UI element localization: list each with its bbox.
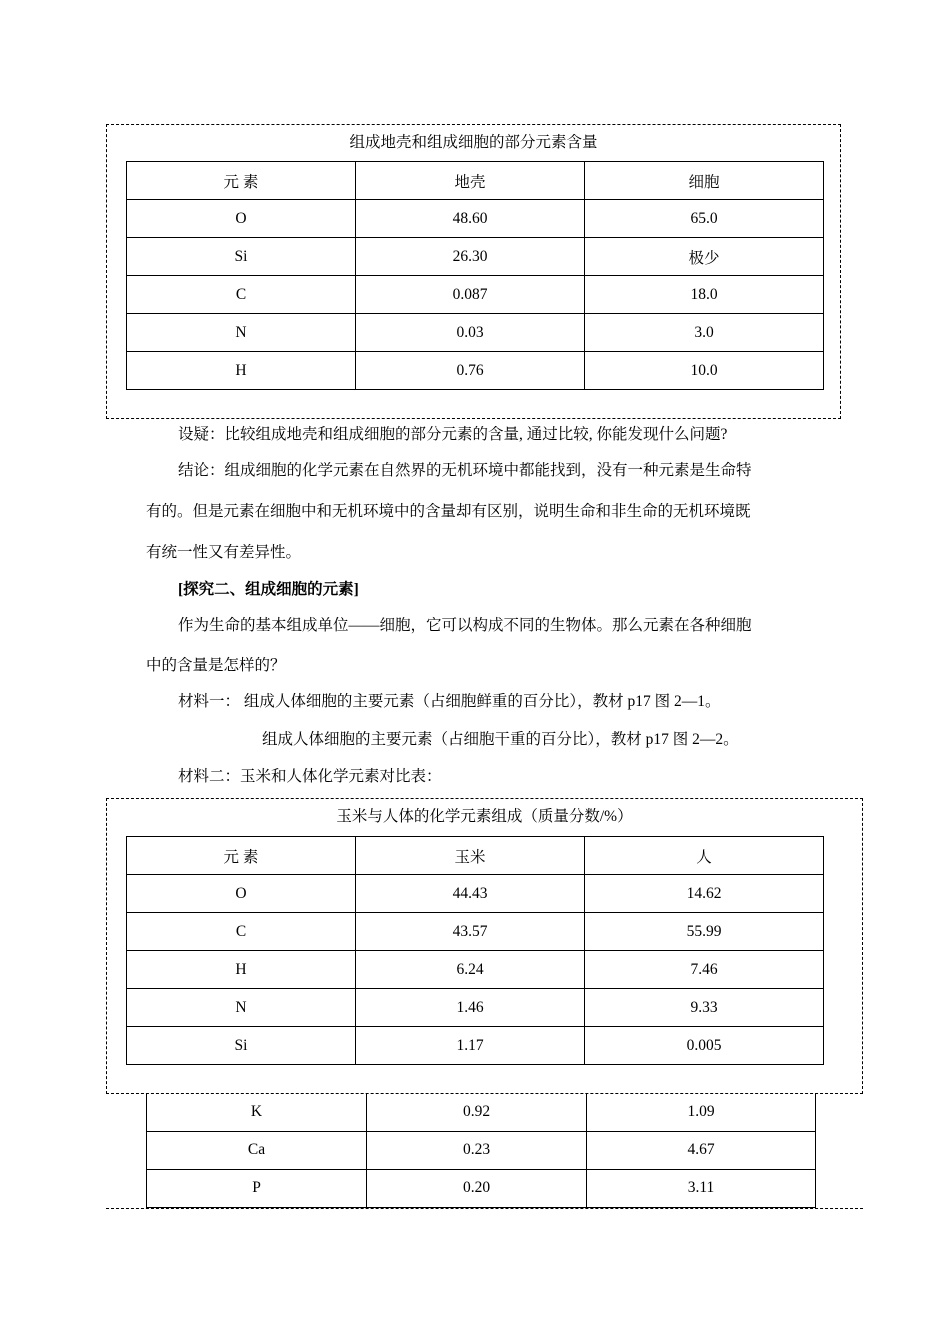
question-text: 设疑：比较组成地壳和组成细胞的部分元素的含量, 通过比较, 你能发现什么问题? (178, 426, 728, 443)
table-cell: K (147, 1093, 367, 1131)
table-cell: 1.09 (587, 1093, 816, 1131)
table-row (127, 1027, 824, 1065)
table-cell: 7.46 (585, 951, 824, 989)
table-cell: 18.0 (585, 276, 824, 314)
table-cell: 0.005 (585, 1027, 824, 1065)
table-cell: 55.99 (585, 913, 824, 951)
table3 (146, 1093, 816, 1208)
table-cell: C (127, 913, 356, 951)
table-row (147, 1093, 816, 1131)
table1-header-cell: 元 素 (127, 162, 356, 200)
conclusion-line-2: 有的。但是元素在细胞中和无机环境中的含量却有区别，说明生命和非生命的无机环境既 (146, 503, 751, 520)
table-cell: C (127, 276, 356, 314)
table-row (147, 1131, 816, 1169)
table2-header-row (127, 837, 824, 875)
table-cell: 0.92 (367, 1093, 587, 1131)
table-row (127, 200, 824, 238)
material2-line: 材料二：玉米和人体化学元素对比表： (178, 768, 442, 785)
table-cell: 0.20 (367, 1169, 587, 1207)
table-cell: H (127, 951, 356, 989)
table-cell: 48.60 (356, 200, 585, 238)
table-cell: P (147, 1169, 367, 1207)
intro-line-1: 作为生命的基本组成单位——细胞，它可以构成不同的生物体。那么元素在各种细胞 (178, 617, 752, 634)
table1-header-cell: 地壳 (356, 162, 585, 200)
conclusion-line-1: 结论：组成细胞的化学元素在自然界的无机环境中都能找到，没有一种元素是生命特 (178, 462, 752, 479)
table2-header-cell: 元 素 (127, 837, 356, 875)
section-heading: [探究二、组成细胞的元素] (178, 581, 359, 598)
table-row (127, 276, 824, 314)
table-cell: 0.03 (356, 314, 585, 352)
table-cell: 26.30 (356, 238, 585, 276)
table-row (127, 875, 824, 913)
table-cell: 3.11 (587, 1169, 816, 1207)
table-cell: 9.33 (585, 989, 824, 1027)
conclusion-line-3: 有统一性又有差异性。 (146, 544, 302, 561)
table-cell: O (127, 875, 356, 913)
table1 (126, 161, 824, 390)
material1-line-1: 材料一： 组成人体细胞的主要元素（占细胞鲜重的百分比），教材 p17 图 2—1。 (178, 693, 721, 710)
table-row (127, 989, 824, 1027)
table2 (126, 836, 824, 1065)
table-cell: Ca (147, 1131, 367, 1169)
table1-header-row (127, 162, 824, 200)
table-cell: H (127, 352, 356, 390)
table-cell: 3.0 (585, 314, 824, 352)
table-cell: 65.0 (585, 200, 824, 238)
table2-header-cell: 玉米 (356, 837, 585, 875)
table-cell: 1.46 (356, 989, 585, 1027)
table-row (127, 352, 824, 390)
table-cell: Si (127, 238, 356, 276)
table-cell: 10.0 (585, 352, 824, 390)
table-row (127, 951, 824, 989)
table1-header-cell: 细胞 (585, 162, 824, 200)
table-cell: 0.087 (356, 276, 585, 314)
intro-line-2: 中的含量是怎样的？ (146, 657, 286, 674)
table2-header-cell: 人 (585, 837, 824, 875)
table-cell: N (127, 989, 356, 1027)
table-cell: 0.23 (367, 1131, 587, 1169)
table-row (147, 1169, 816, 1207)
table-row (127, 913, 824, 951)
table-row (127, 238, 824, 276)
table-cell: 14.62 (585, 875, 824, 913)
table-cell: 44.43 (356, 875, 585, 913)
table1-title: 组成地壳和组成细胞的部分元素含量 (349, 134, 598, 151)
table2-title: 玉米与人体的化学元素组成（质量分数/%） (336, 808, 633, 825)
table-cell: O (127, 200, 356, 238)
table-cell: Si (127, 1027, 356, 1065)
table-cell: 43.57 (356, 913, 585, 951)
dashed-separator (106, 1208, 863, 1209)
table-cell: 6.24 (356, 951, 585, 989)
table-cell: 1.17 (356, 1027, 585, 1065)
table-cell: N (127, 314, 356, 352)
table-row (127, 314, 824, 352)
table-cell: 极少 (585, 238, 824, 276)
table-cell: 0.76 (356, 352, 585, 390)
material1-line-2: 组成人体细胞的主要元素（占细胞干重的百分比），教材 p17 图 2—2。 (262, 731, 739, 748)
table-cell: 4.67 (587, 1131, 816, 1169)
